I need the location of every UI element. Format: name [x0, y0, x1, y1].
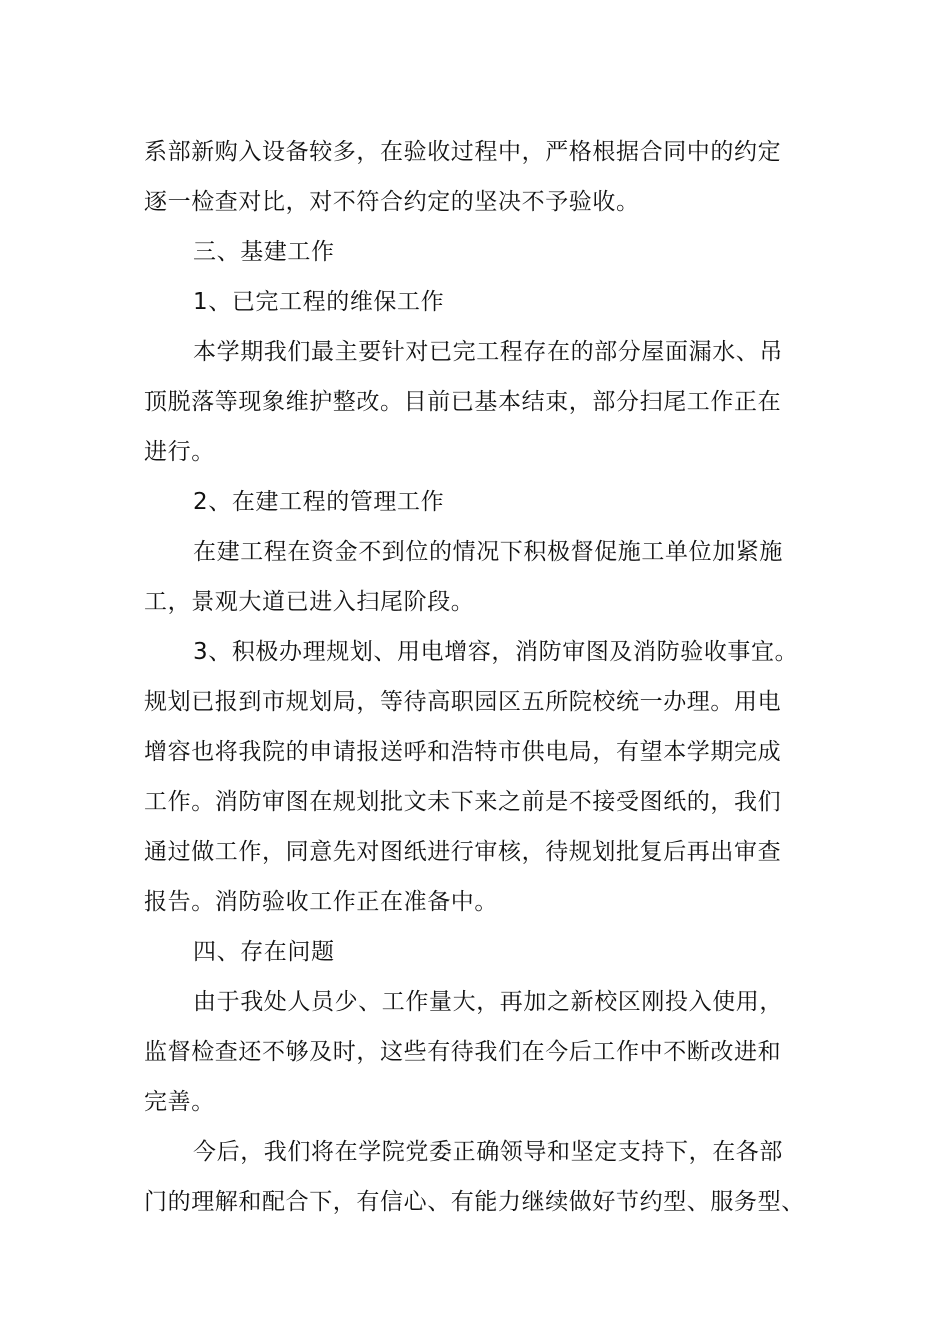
- text-line: 监督检查还不够及时，这些有待我们在今后工作中不断改进和: [144, 1039, 782, 1065]
- text-line: 增容也将我院的申请报送呼和浩特市供电局，有望本学期完成: [144, 739, 782, 765]
- subsection-heading: 2、在建工程的管理工作: [193, 489, 445, 515]
- text-line: 报告。消防验收工作正在准备中。: [144, 889, 498, 915]
- section-heading: 四、存在问题: [193, 939, 335, 965]
- subsection-heading: 1、已完工程的维保工作: [193, 289, 445, 315]
- text-line: 工作。消防审图在规划批文未下来之前是不接受图纸的，我们: [144, 789, 782, 815]
- text-line: 3、积极办理规划、用电增容，消防审图及消防验收事宜。: [193, 639, 799, 665]
- text-line: 逐一检查对比，对不符合约定的坚决不予验收。: [144, 189, 640, 215]
- text-line: 由于我处人员少、工作量大，再加之新校区刚投入使用，: [193, 989, 783, 1015]
- text-line: 今后，我们将在学院党委正确领导和坚定支持下，在各部: [193, 1139, 783, 1165]
- text-line: 工，景观大道已进入扫尾阶段。: [144, 589, 475, 615]
- text-line: 通过做工作，同意先对图纸进行审核，待规划批复后再出审查: [144, 839, 782, 865]
- text-line: 门的理解和配合下，有信心、有能力继续做好节约型、服务型、: [144, 1189, 805, 1215]
- text-line: 规划已报到市规划局，等待高职园区五所院校统一办理。用电: [144, 689, 782, 715]
- text-line: 顶脱落等现象维护整改。目前已基本结束，部分扫尾工作正在: [144, 389, 782, 415]
- text-line: 本学期我们最主要针对已完工程存在的部分屋面漏水、吊: [193, 339, 783, 365]
- section-heading: 三、基建工作: [193, 239, 335, 265]
- text-line: 完善。: [144, 1089, 215, 1115]
- text-line: 在建工程在资金不到位的情况下积极督促施工单位加紧施: [193, 539, 783, 565]
- text-line: 进行。: [144, 439, 215, 465]
- text-line: 系部新购入设备较多，在验收过程中，严格根据合同中的约定: [144, 139, 782, 165]
